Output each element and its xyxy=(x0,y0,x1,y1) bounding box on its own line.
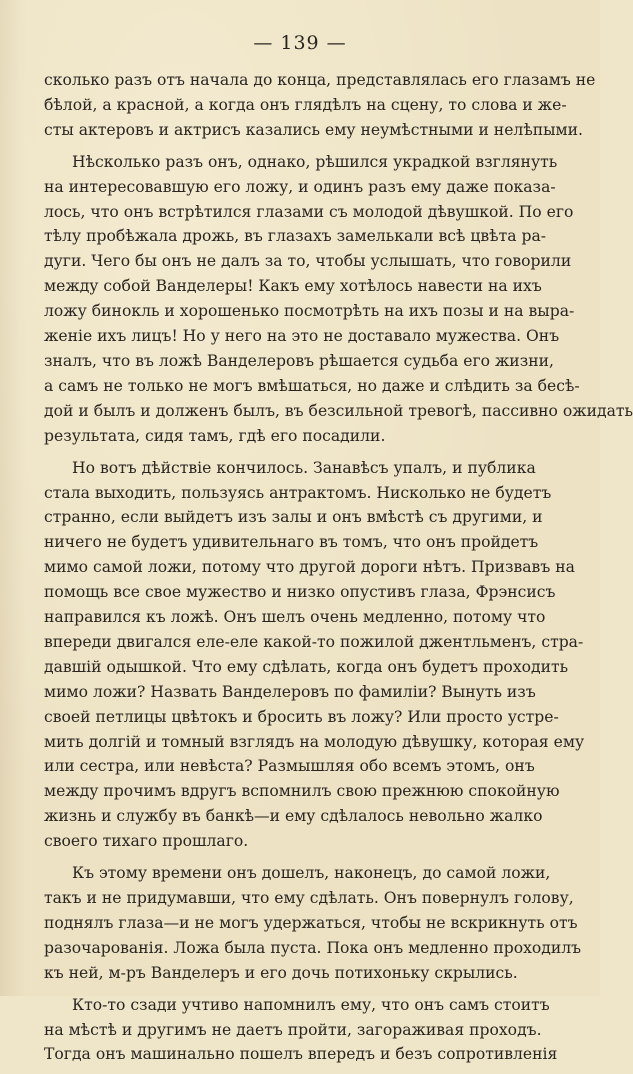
text-line: сколько разъ отъ начала до конца, представлялась его глазамъ не xyxy=(44,71,596,89)
text-line: женіе ихъ лицъ! Но у него на это не доставало мужества. Онъ xyxy=(44,327,560,346)
text-line: жизнь и службу въ банкѣ—и ему сдѣлалось невольно жалко xyxy=(44,807,543,826)
text-line: лось, что онъ встрѣтился глазами съ молодой дѣвушкой. По его xyxy=(44,202,574,221)
text-line: мимо самой ложи, потому что другой дороги нѣтъ. Призвавъ на xyxy=(44,558,575,577)
text-line: Тогда онъ машинально пошелъ впередъ и безъ сопротивленія xyxy=(44,1045,558,1064)
text-line: мимо ложи? Назвать Ванделеровъ по фамиліи? Вынуть изъ xyxy=(44,682,536,701)
text-line: мить долгій и томный взглядъ на молодую дѣвушку, которая ему xyxy=(44,732,585,751)
text-line: стала выходить, пользуясь антрактомъ. Нисколько не будетъ xyxy=(44,483,552,502)
text-line: разочарованія. Ложа была пуста. Пока онъ медленно проходилъ xyxy=(44,938,582,957)
text-line: Къ этому времени онъ дошелъ, наконецъ, до самой ложи, xyxy=(72,864,551,883)
text-line: впереди двигался еле-еле какой-то пожилой джентльменъ, стра- xyxy=(44,632,584,651)
text-line: поднялъ глаза—и не могъ удержаться, чтобы не вскрикнуть отъ xyxy=(44,913,578,932)
text-line: или сестра, или невѣста? Размышляя обо всемъ этомъ, онъ xyxy=(44,757,535,776)
text-line: дуги. Чего бы онъ не далъ за то, чтобы услышать, что говорили xyxy=(44,252,572,271)
page-body-text xyxy=(44,68,633,1074)
text-line: ложу бинокль и хорошенько посмотрѣть на ихъ позы и на выра- xyxy=(44,302,575,321)
text-line: тѣлу пробѣжала дрожь, въ глазахъ замелькали всѣ цвѣта ра- xyxy=(44,227,547,246)
paragraph-1 xyxy=(44,68,596,143)
text-line: своего тихаго прошлаго. xyxy=(44,832,249,851)
text-line: зналъ, что въ ложѣ Ванделеровъ рѣшается судьба его жизни, xyxy=(44,351,554,370)
text-line: между прочимъ вдругъ вспомнилъ свою прежнюю спокойную xyxy=(44,782,560,801)
text-line: странно, если выйдетъ изъ залы и онъ вмѣстѣ съ другими, и xyxy=(44,508,543,527)
text-line: между собой Ванделеры! Какъ ему хотѣлось навести на ихъ xyxy=(44,277,542,296)
text-line: а самъ не только не могъ вмѣшаться, но даже и слѣдить за бесѣ- xyxy=(44,376,580,395)
text-line: своей петлицы цвѣтокъ и бросить въ ложу? Или просто устре- xyxy=(44,707,559,726)
text-line: Нѣсколько разъ онъ, однако, рѣшился украдкой взглянуть xyxy=(72,152,558,171)
paragraph-2 xyxy=(44,150,633,449)
text-line: результата, сидя тамъ, гдѣ его посадили. xyxy=(44,426,386,445)
text-line: на мѣстѣ и другимъ не даетъ пройти, загораживая проходъ. xyxy=(44,1020,542,1039)
paragraph-3 xyxy=(44,456,585,855)
text-line: бѣлой, а красной, а когда онъ глядѣлъ на сцену, то слова и же- xyxy=(44,95,567,114)
text-line: сты актеровъ и актрисъ казались ему неумѣстными и нелѣпыми. xyxy=(44,120,584,139)
text-line: ничего не будетъ удивительнаго въ томъ, что онъ пройдетъ xyxy=(44,533,539,552)
text-line: направился къ ложѣ. Онъ шелъ очень медленно, потому что xyxy=(44,608,546,627)
paragraph-5 xyxy=(44,993,560,1068)
text-line: Но вотъ дѣйствіе кончилось. Занавѣсъ упалъ, и публика xyxy=(72,458,536,477)
text-line: такъ и не придумавши, что ему сдѣлать. Онъ повернулъ голову, xyxy=(44,889,574,907)
text-line: давшій одышкой. Что ему сдѣлать, когда онъ будетъ проходить xyxy=(44,657,569,676)
text-line: Кто-то сзади учтиво напомнилъ ему, что онъ самъ стоитъ xyxy=(72,995,550,1014)
paragraph-4 xyxy=(44,861,582,986)
text-line: дой и былъ и долженъ былъ, въ безсильной тревогѣ, пассивно ожидать xyxy=(44,401,633,420)
page-number: — 139 — xyxy=(253,32,347,54)
text-line: къ ней, м-ръ Ванделеръ и его дочь потихоньку скрылись. xyxy=(44,963,518,982)
text-line: помощь все свое мужество и низко опустивъ глаза, Фрэнсисъ xyxy=(44,583,556,602)
text-line: на интересовавшую его ложу, и одинъ разъ ему даже показа- xyxy=(44,177,556,196)
